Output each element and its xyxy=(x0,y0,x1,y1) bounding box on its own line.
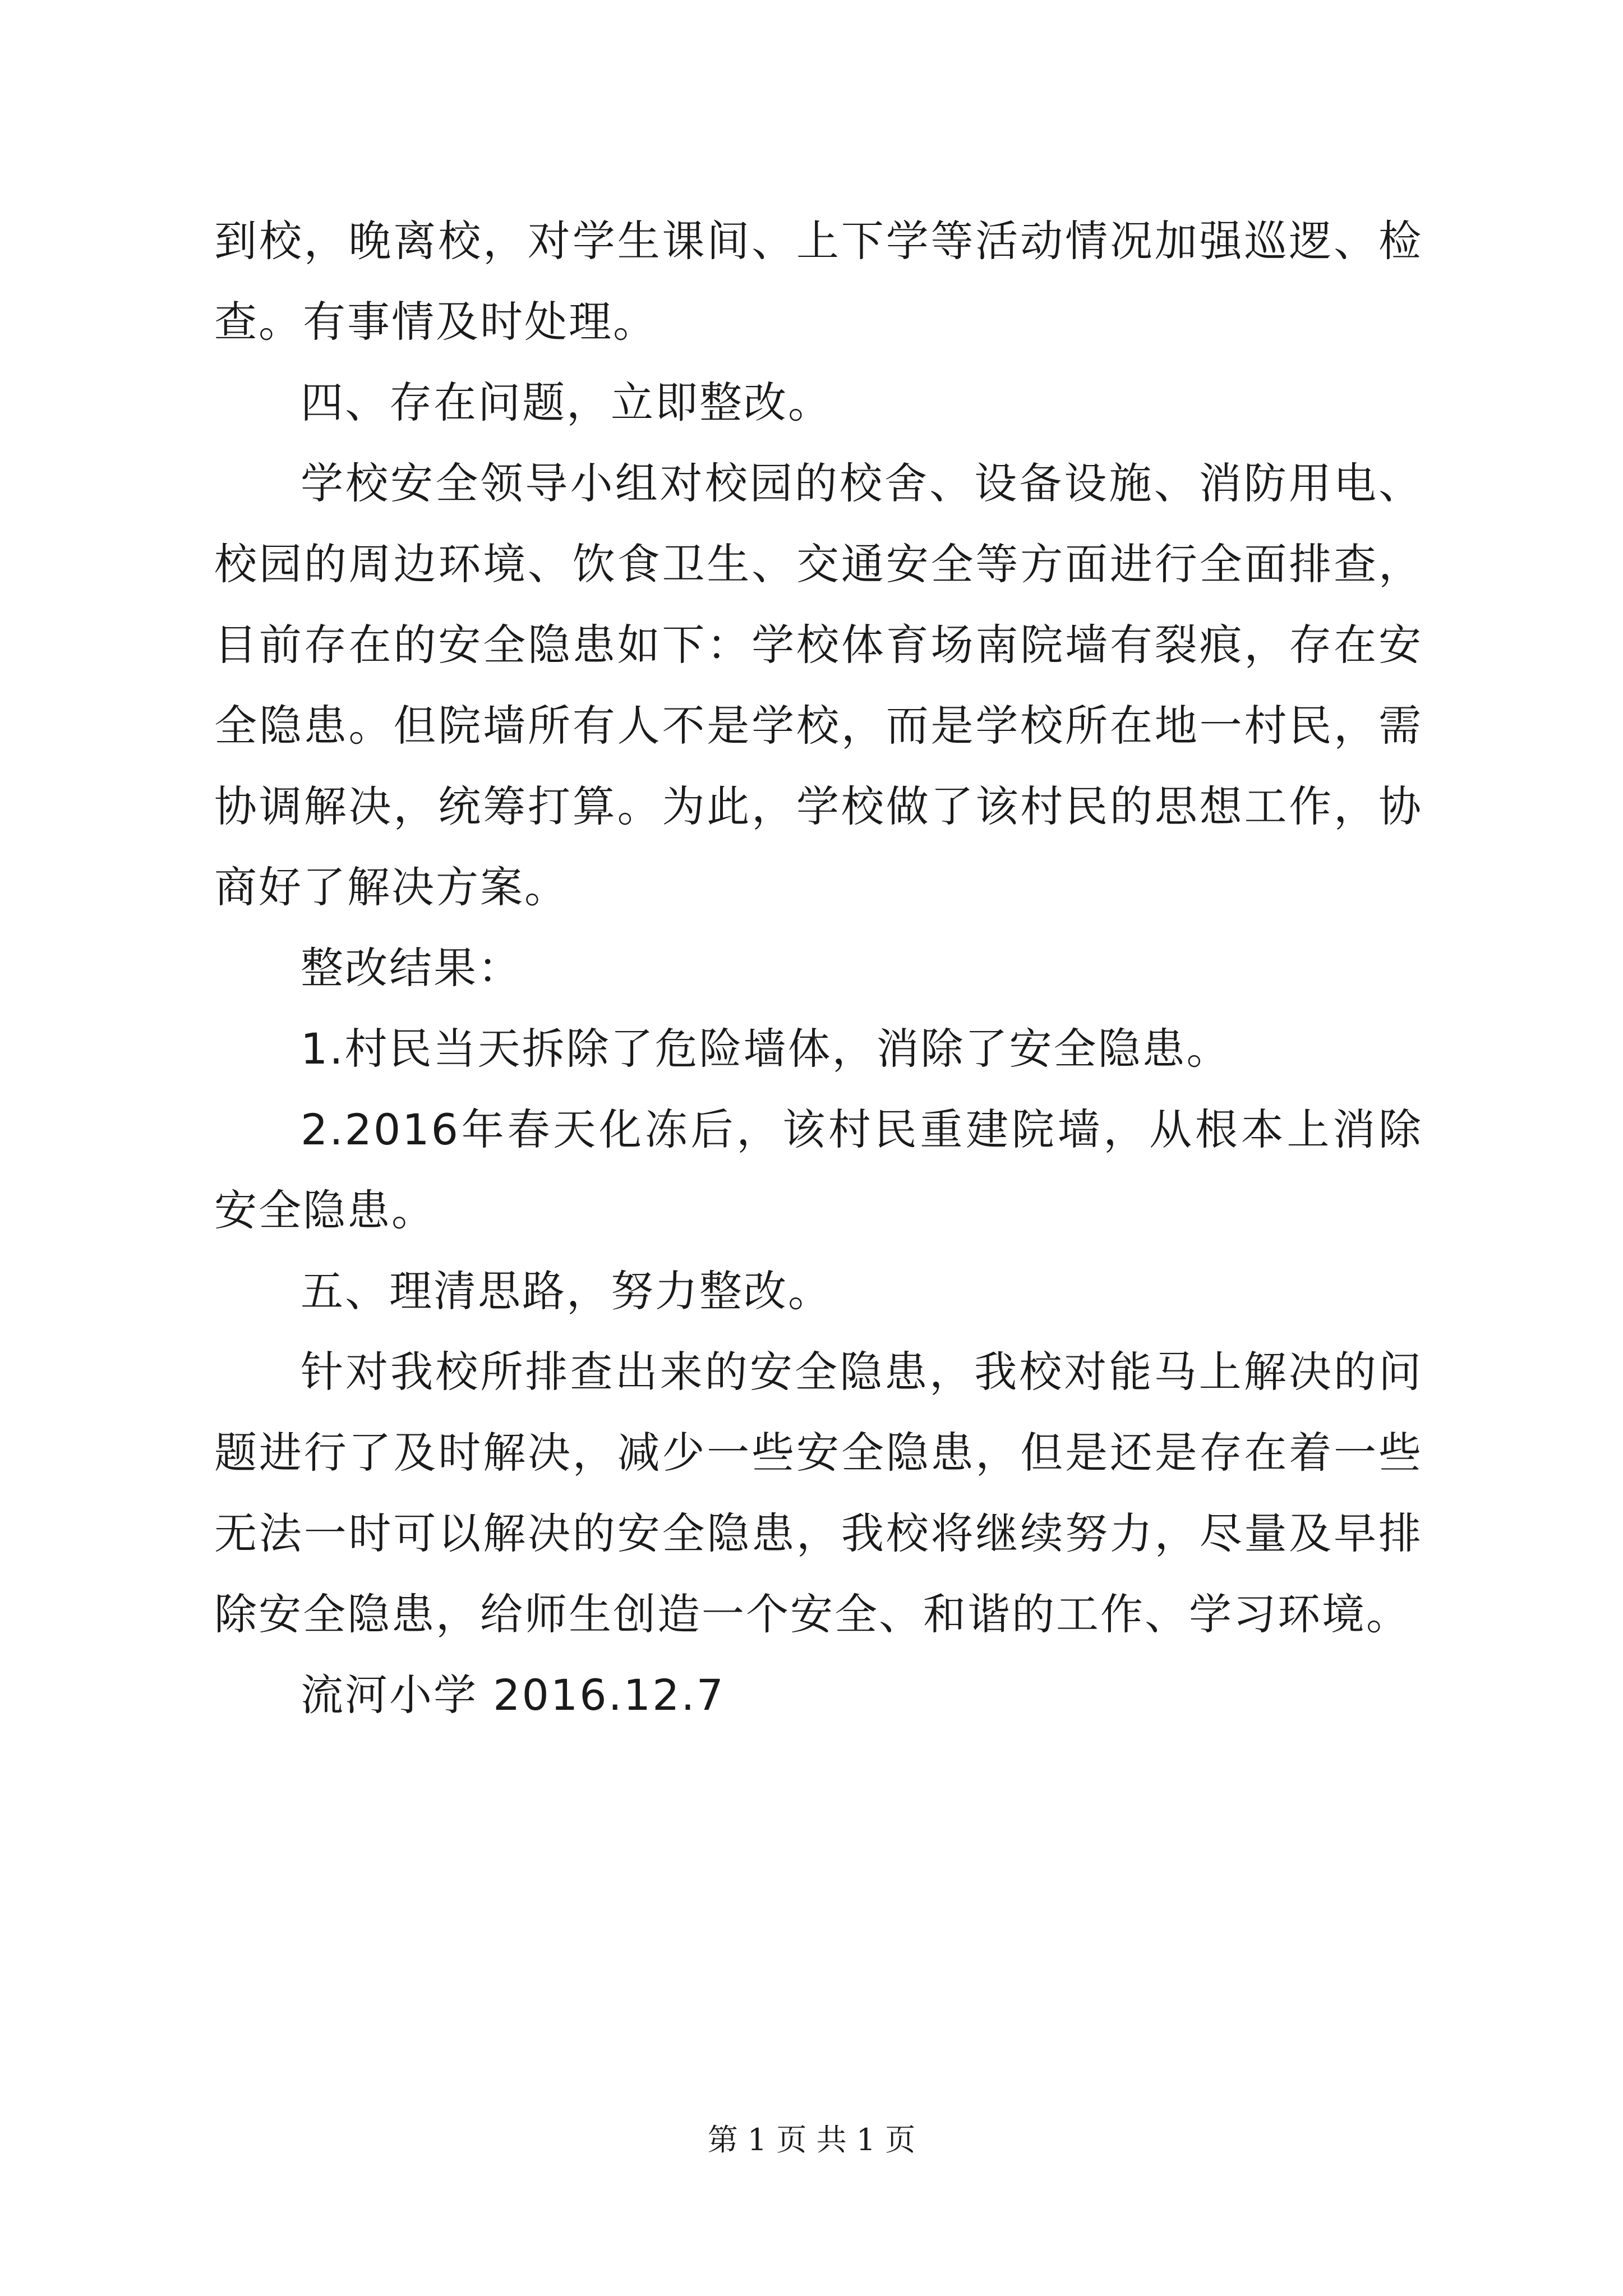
paragraph-continuation: 到校，晚离校，对学生课间、上下学等活动情况加强巡逻、检查。有事情及时处理。 xyxy=(214,216,1423,347)
section-heading-four: 四、存在问题，立即整改。 xyxy=(301,378,832,427)
document-body xyxy=(214,201,1423,1736)
page-number-footer: 第 1 页 共 1 页 xyxy=(707,2122,916,2157)
rectification-results-heading: 整改结果： xyxy=(301,943,522,993)
result-item-1: 1.村民当天拆除了危险墙体，消除了安全隐患。 xyxy=(301,1024,1231,1074)
signature-line: 流河小学 2016.12.7 xyxy=(301,1670,725,1720)
result-item-2: 2.2016年春天化冻后，该村民重建院墙，从根本上消除安全隐患。 xyxy=(214,1105,1423,1235)
section-heading-five: 五、理清思路，努力整改。 xyxy=(301,1266,832,1316)
paragraph-inspection: 学校安全领导小组对校园的校舍、设备设施、消防用电、校园的周边环境、饮食卫生、交通安全等方面进行全面排查，目前存在的安全隐患如下：学校体育场南院墙有裂痕，存在安全隐患。但院墙所有人不是学校，而是学校所在地一村民，需协调解决，统筹打算。为此，学校做了该村民的思想工作，协商好了解决方案。 xyxy=(214,458,1423,912)
paragraph-conclusion: 针对我校所排查出来的安全隐患，我校对能马上解决的问题进行了及时解决，减少一些安全隐患，但是还是存在着一些无法一时可以解决的安全隐患，我校将继续努力，尽量及早排除安全隐患，给师生创造一个安全、和谐的工作、学习环境。 xyxy=(214,1347,1423,1639)
